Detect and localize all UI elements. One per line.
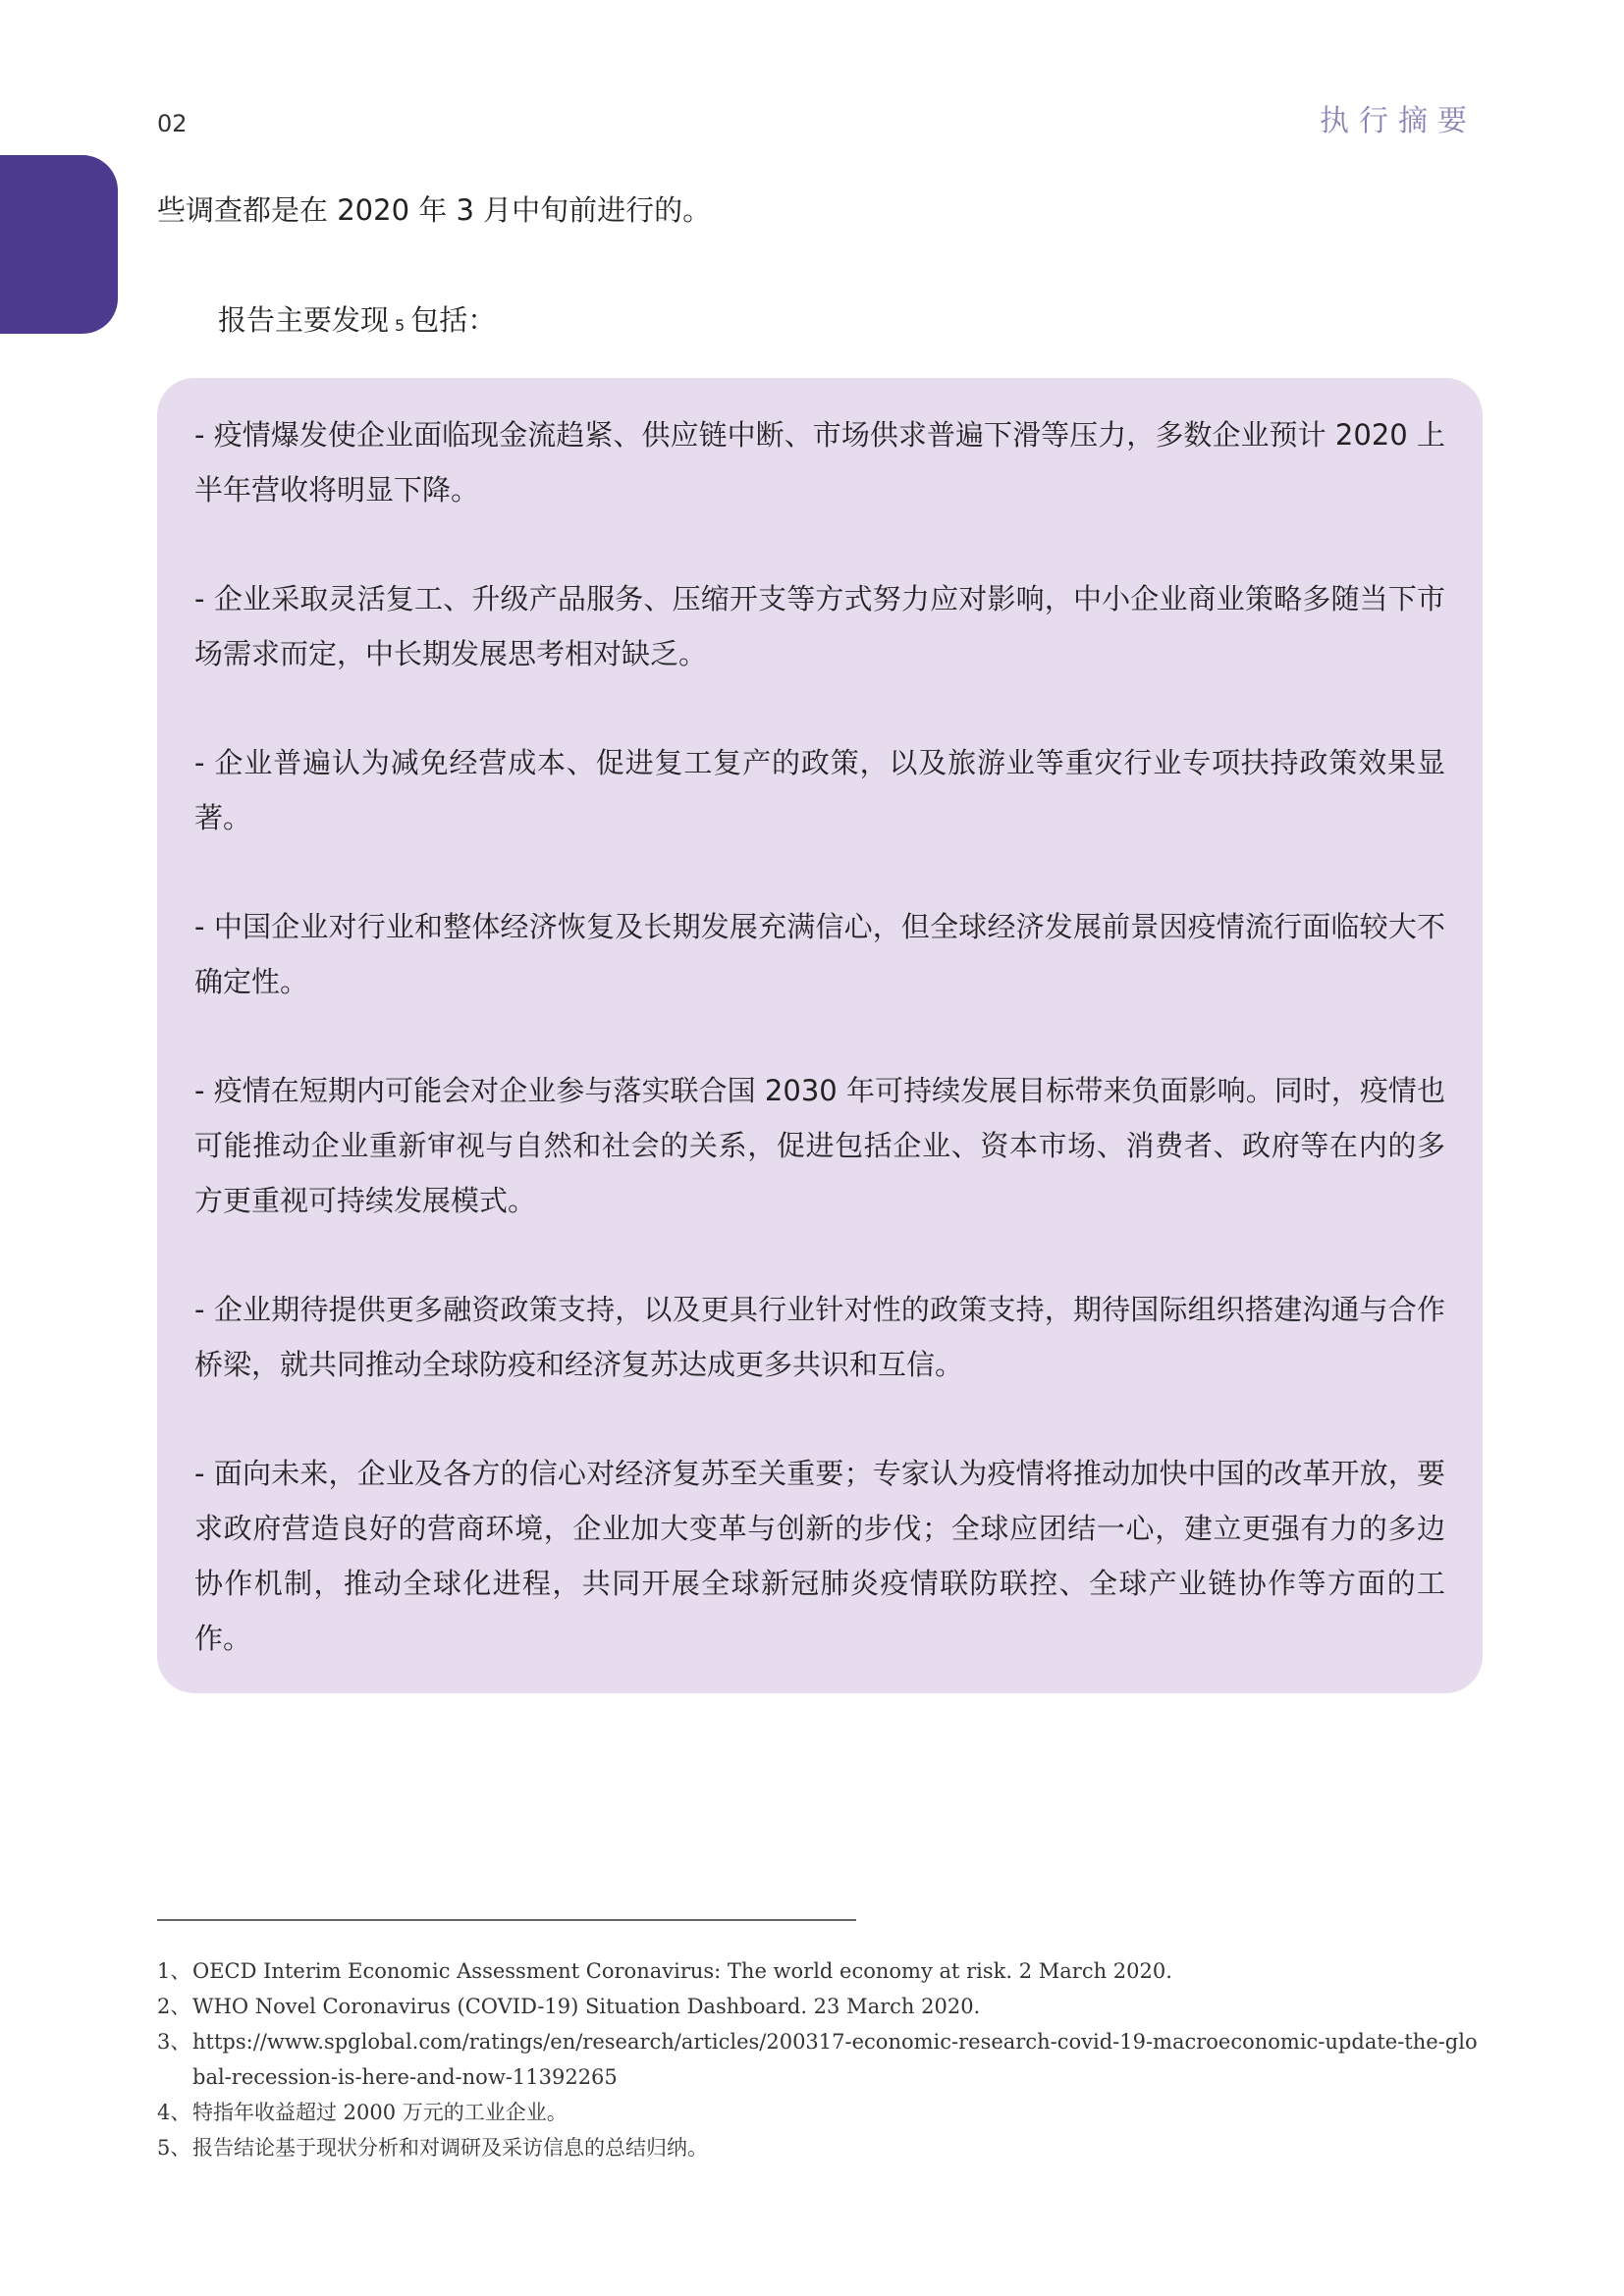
footnote-item [157,2024,1483,2095]
footnote-divider [157,1919,856,1921]
footnote-item [157,1953,1483,1989]
findings-intro-suffix: 包括： [410,303,497,337]
footnote-item [157,2130,1483,2165]
footnote-text: 报告结论基于现状分析和对调研及采访信息的总结归纳。 [192,2136,708,2160]
finding-item: - 疫情爆发使企业面临现金流趋紧、供应链中断、市场供求普遍下滑等压力，多数企业预计 2020 上半年营收将明显下降。 [194,418,1445,507]
finding-item: - 企业普遍认为减免经营成本、促进复工复产的政策，以及旅游业等重灾行业专项扶持政策效果显著。 [194,746,1445,834]
footnote-number: 1、 [157,1959,191,1983]
footnote-number: 5、 [157,2136,191,2160]
footnote-text: WHO Novel Coronavirus (COVID-19) Situation Dashboard. 23 March 2020. [192,1995,981,2018]
findings-intro [218,298,496,342]
side-tab-marker [0,155,118,334]
findings-box [157,378,1483,1693]
footnote-text: OECD Interim Economic Assessment Coronavirus: The world economy at risk. 2 March 2020. [192,1959,1172,1983]
footnote-number: 4、 [157,2101,191,2124]
footnote-number: 2、 [157,1995,191,2018]
footnote-item [157,1989,1483,2024]
page-number: 02 [157,110,188,137]
finding-item: - 中国企业对行业和整体经济恢复及长期发展充满信心，但全球经济发展前景因疫情流行面临较大不确定性。 [194,910,1445,998]
section-title: 执行摘要 [1320,104,1477,138]
footnote-ref[interactable]: 5 [395,316,406,335]
finding-item: - 面向未来，企业及各方的信心对经济复苏至关重要；专家认为疫情将推动加快中国的改革开放，要求政府营造良好的营商环境，企业加大变革与创新的步伐；全球应团结一心，建立更强有力的多边协作机制，推动全球化进程，共同开展全球新冠肺炎疫情联防联控、全球产业链协作等方面的工作。 [194,1457,1445,1655]
finding-item: - 疫情在短期内可能会对企业参与落实联合国 2030 年可持续发展目标带来负面影响。同时，疫情也可能推动企业重新审视与自然和社会的关系，促进包括企业、资本市场、消费者、政府等在内的多方更重视可持续发展模式。 [194,1074,1445,1217]
footnote-item [157,2095,1483,2130]
footnotes [157,1953,1483,2165]
findings-intro-text: 报告主要发现 [218,303,390,337]
intro-paragraph: 些调查都是在 2020 年 3 月中旬前进行的。 [157,193,712,227]
finding-item: - 企业期待提供更多融资政策支持，以及更具行业针对性的政策支持，期待国际组织搭建沟通与合作桥梁，就共同推动全球防疫和经济复苏达成更多共识和互信。 [194,1293,1445,1381]
footnote-number: 3、 [157,2030,191,2054]
footnote-link[interactable]: https://www.spglobal.com/ratings/en/research/articles/200317-economic-research-covid-19-macroeconomic-update-the-global-recession-is-here-and-now-11392265 [192,2030,1478,2089]
finding-item: - 企业采取灵活复工、升级产品服务、压缩开支等方式努力应对影响，中小企业商业策略多随当下市场需求而定，中长期发展思考相对缺乏。 [194,582,1445,670]
footnote-text: 特指年收益超过 2000 万元的工业企业。 [192,2101,568,2124]
